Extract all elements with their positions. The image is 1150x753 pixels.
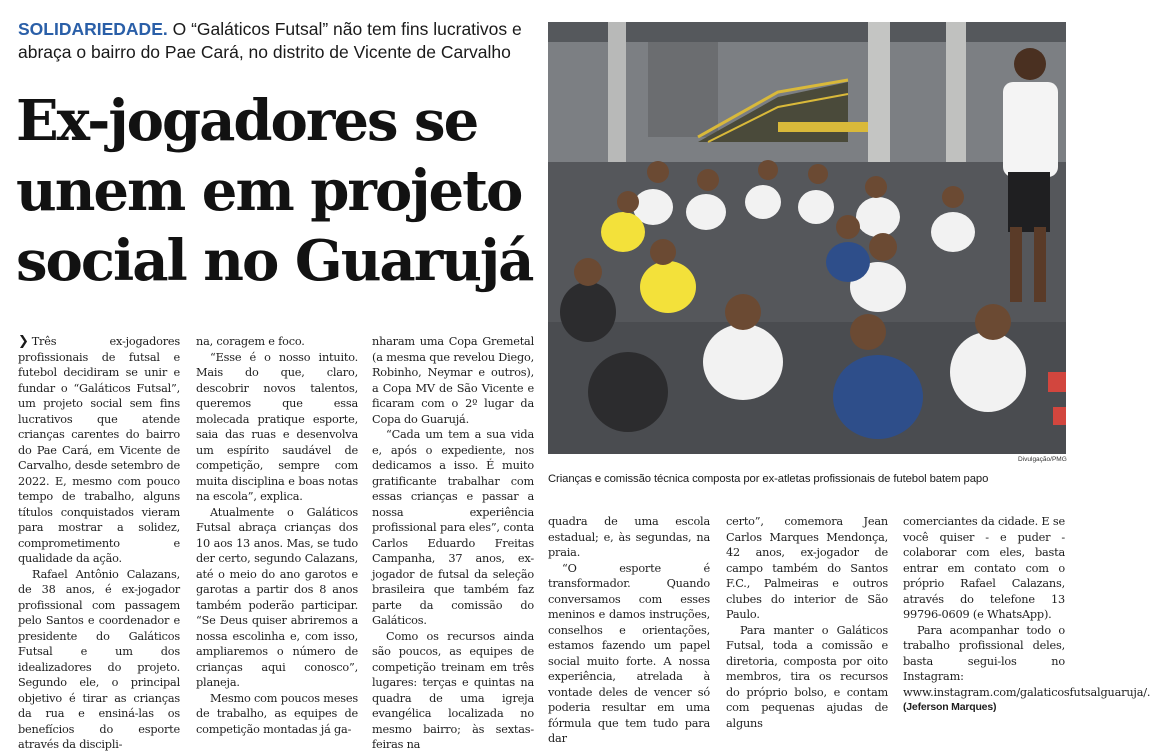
headline-line-1: Ex-jogadores se [16,88,478,154]
section-tag: SOLIDARIEDADE. [18,19,168,39]
paragraph: Atualmente o Galáticos Futsal abraça crianças dos 10 aos 13 anos. Mas, se tudo der certo, segundo Calazans, até o meio do ano garotos e garotas a partir dos 8 anos também poderão participar. “Se Deus quiser abriremos a nossa escolinha e, com isso, ampliaremos o número de crianças aqui conosco”, planeja. [196,505,358,689]
paragraph: nharam uma Copa Gremetal (a mesma que revelou Diego, Robinho, Neymar e outros), a Copa MV de São Vicente e ficaram com o 2º lugar da Copa do Guarujá. [372,335,534,426]
paragraph: “Cada um tem a sua vida e, após o expediente, nos dedicamos a isso. É muito gratificante trabalhar com essas crianças e passar a nossa experiência profissional para eles”, conta Carlos Eduardo Freitas Campanha, 37 anos, ex-jogador de futsal da seleção brasileira que também faz parte da comissão do Galáticos. [372,428,534,627]
article-column-4 [548,514,710,747]
article-column-3 [372,334,534,753]
paragraph: Para acompanhar todo o trabalho profissional deles, basta segui-los no Instagram: www.instagram.com/galaticosfutsalguaruja/. [903,623,1150,699]
paragraph: “Esse é o nosso intuito. Mais do que, claro, descobrir novos talentos, queremos que essa molecada pratique esporte, saia das ruas e desenvolva um espírito saudável de competição, sempre com muita disciplina e boas notas na escola”, explica. [196,350,358,503]
article-column-1 [18,334,180,753]
paragraph: Mesmo com poucos meses de trabalho, as equipes de competição montadas já ga- [196,691,358,736]
photo-credit: Divulgação/PMG [1018,456,1067,463]
photo-caption: Crianças e comissão técnica composta por ex-atletas profissionais de futebol batem papo [548,473,989,485]
paragraph: Rafael Antônio Calazans, de 38 anos, é ex-jogador profissional com passagem pelo Santos e coordenador e presidente do Galáticos Futsal e um dos idealizadores do projeto. Segundo ele, o principal objetivo é tirar as crianças da rua e ensiná-las os benefícios do esporte através da discipli- [18,567,180,751]
paragraph: “O esporte é transformador. Quando conversamos com esses meninos e damos instruções, conselhos e orientações, estamos fazendo um papel social muito forte. A nossa experiência, atrelada à vontade deles de vencer só poderia resultar em uma fórmula que tem tudo para dar [548,561,710,745]
headline-line-3: social no Guarujá [16,228,533,294]
article-column-5 [726,514,888,731]
paragraph: na, coragem e foco. [196,335,305,348]
article-column-6 [903,514,1150,716]
paragraph: ❯ Três ex-jogadores profissionais de futsal e futebol decidiram se unir e fundar o “Galáticos Futsal”, um projeto social sem fins lucrativos que atende crianças carentes do bairro do Pae Cará, em Vicente de Carvalho, desde setembro de 2022. E, mesmo com pouco tempo de trabalho, alguns títulos conquistados vieram para mostrar a solidez, comprometimento e qualidade da ação. [18,334,180,565]
paragraph: certo”, comemora Jean Carlos Marques Mendonça, 42 anos, ex-jogador de campo também do Santos F.C., Palmeiras e outros clubes do interior de São Paulo. [726,515,888,621]
article-photo [548,22,1066,454]
kicker-text: O “Galáticos Futsal” não tem fins lucrativos e abraça o bairro do Pae Cará, no distrito de Vicente de Carvalho [18,19,522,62]
paragraph: Como os recursos ainda são poucos, as equipes de competição treinam em três lugares: terças e quintas na quadra de uma igreja evangélica localizada no mesmo bairro; às sextas-feiras na [372,629,534,751]
paragraph: comerciantes da cidade. E se você quiser - e puder - colaborar com eles, basta entrar em contato com o próprio Rafael Calazans, através do telefone 13 99796-0609 (e WhatsApp). [903,515,1065,621]
paragraph: Para manter o Galáticos Futsal, toda a comissão e diretoria, composta por oito membros, tira os recursos do próprio bolso, e contam com pequenas ajudas de alguns [726,623,888,730]
photo-illustration [548,22,1066,454]
article-column-2 [196,334,358,737]
author-signature: (Jeferson Marques) [903,701,997,713]
paragraph: quadra de uma escola estadual; e, às segundas, na praia. [548,515,710,559]
headline [16,86,536,296]
kicker [18,18,538,64]
chevron-right-icon: ❯ [18,334,29,349]
headline-line-2: unem em projeto [16,158,522,224]
